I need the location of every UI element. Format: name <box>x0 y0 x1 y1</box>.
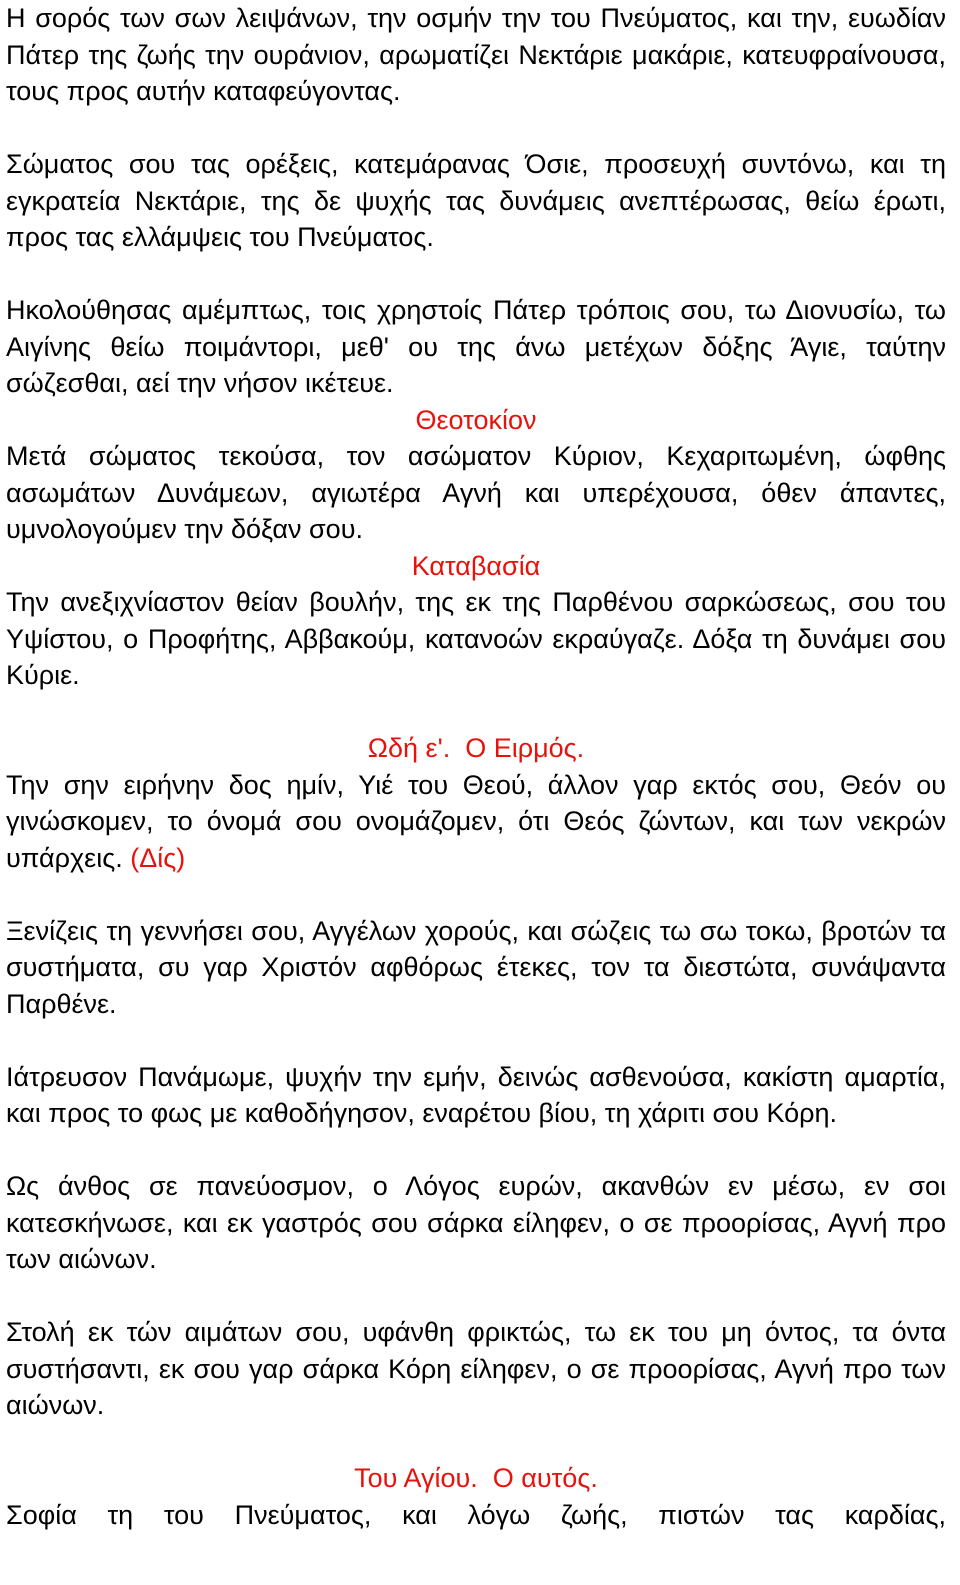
heading-theotokion: Θεοτοκίον <box>415 404 537 435</box>
spacer <box>6 110 946 147</box>
spacer <box>6 1278 946 1315</box>
heading-katavasia: Καταβασία <box>411 550 541 581</box>
troparion-5: Ιάτρευσον Πανάμωμε, ψυχήν την εμήν, δεινώς ασθενούσα, κακίστη αμαρτία, και προς το φως με καθοδήγησον, εναρέτου βίου, τη χάριτι σου Κόρη. <box>6 1061 946 1128</box>
heading-ode-5: Ωδή ε'. Ο Ειρμός. <box>367 733 585 763</box>
troparion-4: Ξενίζεις τη γεννήσει σου, Αγγέλων χορούς, και σώζεις τω σω τοκω, βροτών τα συστήματα, συ γαρ Χριστόν αφθόρως έτεκες, τον τα διεστώτα, συνάψαντα Παρθένε. <box>6 915 946 1019</box>
troparion-8: Σοφία τη του Πνεύματος, και λόγω ζωής, πιστών τας καρδίας, <box>6 1499 946 1530</box>
spacer <box>6 1022 946 1059</box>
spacer <box>6 1132 946 1169</box>
troparion-3: Ηκολούθησας αμέμπτως, τοις χρηστοίς Πάτερ τρόποις σου, τω Διονυσίω, τω Αιγίνης θείω ποιμάντορι, μεθ' ου της άνω μετέχων δόξης Άγιε, ταύτην σώζεσθαι, αεί την νήσον ικέτευε. <box>6 295 946 398</box>
katavasia-text: Την ανεξιχνίαστον θείαν βουλήν, της εκ της Παρθένου σαρκώσεως, σου του Υψίστου, ο Προφήτης, Αββακούμ, κατανοών εκραύγαζε. Δόξα τη δυνάμει σου Κύριε. <box>6 587 946 690</box>
troparion-7: Στολή εκ τών αιμάτων σου, υφάνθη φρικτώς, τω εκ του μη όντος, τα όντα συστήσαντι, εκ σου γαρ σάρκα Κόρη είληφεν, ο σε προορίσας, Αγνή προ των αιώνων. <box>6 1317 946 1420</box>
troparion-2: Σώματος σου τας ορέξεις, κατεμάρανας Όσιε, προσευχή συντόνω, και τη εγκρατεία Νεκτάριε, της δε ψυχής τας δυνάμεις ανεπτέρωσας, θείω έρωτι, προς τας ελλάμψεις του Πνεύματος. <box>6 149 946 252</box>
irmos-text <box>6 767 946 877</box>
irmos-body: Την σην ειρήνην δος ημίν, Υιέ του Θεού, άλλον γαρ εκτός σου, Θεόν ου γινώσκομεν, το όνομά σου ονομάζομεν, ότι Θεός ζώντων, και των νεκρών υπάρχεις. <box>6 769 946 873</box>
troparion-6: Ως άνθος σε πανεύοσμον, ο Λόγος ευρών, ακανθών εν μέσω, εν σοι κατεσκήνωσε, και εκ γαστρός σου σάρκα είληφεν, ο σε προορίσας, Αγνή προ των αιώνων. <box>6 1171 946 1274</box>
repeat-rubric: (Δίς) <box>130 842 186 873</box>
spacer <box>6 876 946 913</box>
theotokion-text: Μετά σώματος τεκούσα, τον ασώματον Κύριον, Κεχαριτωμένη, ώφθης ασωμάτων Δυνάμεων, αγιωτέρα Αγνή και υπερέχουσα, όθεν άπαντες, υμνολογούμεν την δόξαν σου. <box>6 441 946 544</box>
document-page <box>6 0 946 1533</box>
heading-of-the-saint: Του Αγίου. Ο αυτός. <box>354 1463 598 1493</box>
troparion-1: Η σορός των σων λειψάνων, την οσμήν την του Πνεύματος, και την, ευωδίαν Πάτερ της ζωής την ουράνιον, αρωματίζει Νεκτάριε μακάριε, κατευφραίνουσα, τους προς αυτήν καταφεύγοντας. <box>6 3 946 106</box>
spacer <box>6 1424 946 1461</box>
spacer <box>6 694 946 731</box>
spacer <box>6 256 946 293</box>
